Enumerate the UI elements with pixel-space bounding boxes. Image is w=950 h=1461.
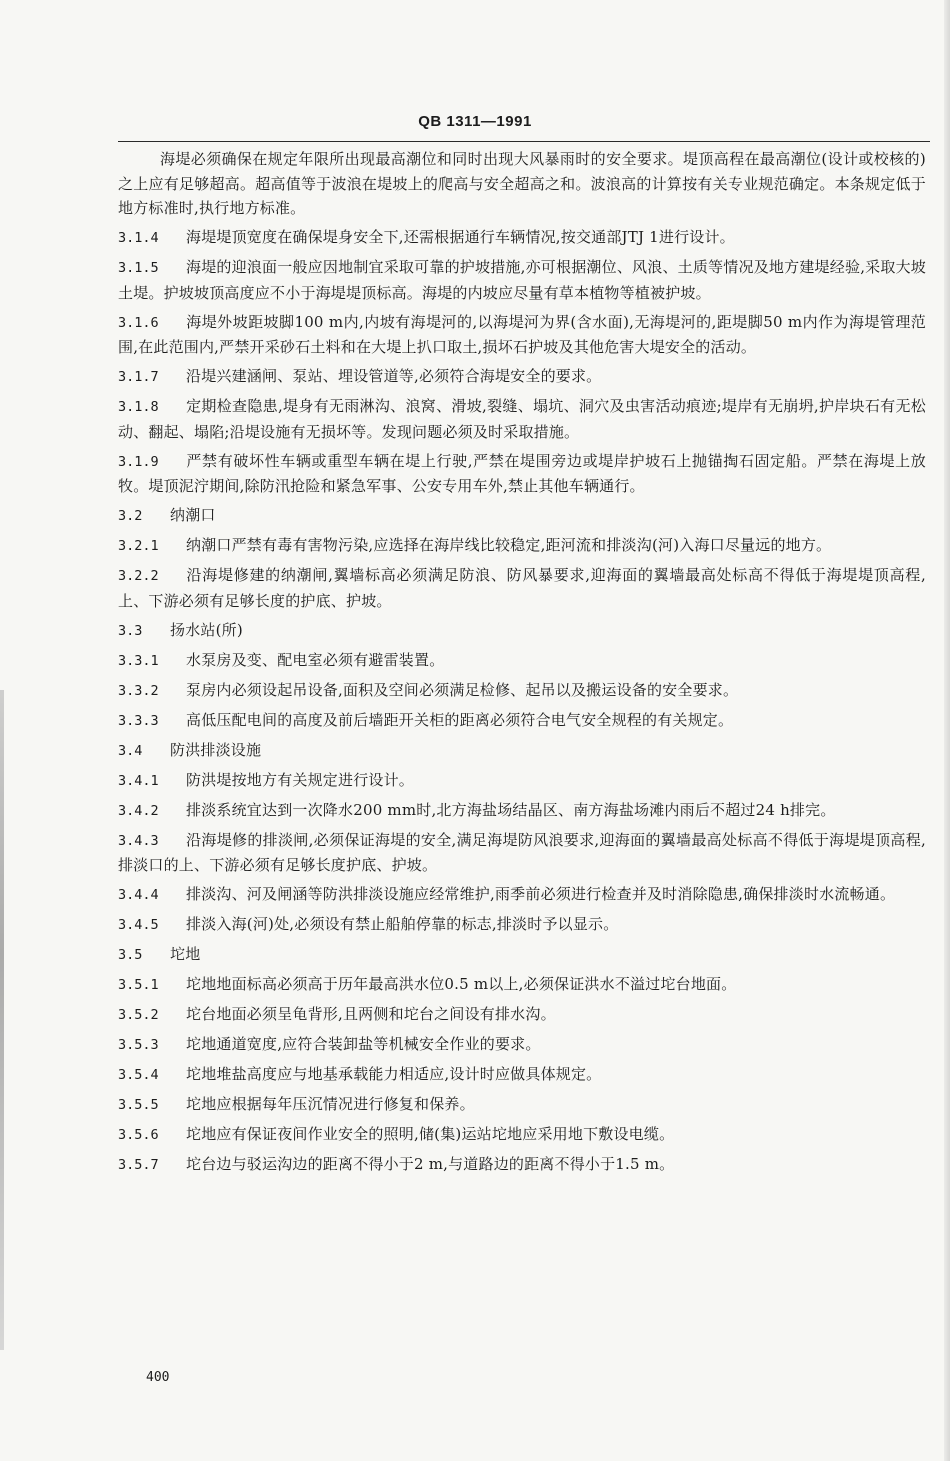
clause-text: 高低压配电间的高度及前后墙距开关柜的距离必须符合电气安全规程的有关规定。 (186, 710, 734, 729)
clause-text: 坨台边与驳运沟边的距离不得小于2 m,与道路边的距离不得小于1.5 m。 (186, 1155, 675, 1173)
clause-paragraph (118, 798, 926, 824)
clause-text: 定期检查隐患,堤身有无雨淋沟、浪窝、滑坡,裂缝、塌坑、洞穴及虫害活动痕迹;堤岸有无崩坍,护岸块石有无松动、翻起、塌陷;沿堤设施有无损坏等。发现问题必须及时采取措施。 (118, 397, 926, 441)
clause-number: 3.4.1 (118, 772, 159, 789)
clause-number: 3.5.7 (118, 1157, 159, 1173)
clause-text: 沿海堤修的排淡闸,必须保证海堤的安全,满足海堤防风浪要求,迎海面的翼墙最高处标高不得低于海堤堤顶高程,排淡口的上、下游必须有足够长度护底、护坡。 (118, 830, 926, 874)
clause-paragraph (118, 563, 926, 613)
clause-paragraph (118, 972, 926, 998)
clause-number: 3.1.9 (118, 453, 159, 470)
clause-text: 坨地 (170, 945, 201, 963)
clause-number: 3.3.3 (118, 712, 159, 729)
scan-binding-mark (0, 690, 4, 1350)
clause-number: 3.4.3 (118, 832, 159, 849)
clause-text: 排淡系统宜达到一次降水200 mm时,北方海盐场结晶区、南方海盐场滩内雨后不超过24 h排完。 (186, 800, 836, 819)
page-header: QB 1311—1991 (418, 113, 532, 130)
clause-paragraph (118, 364, 926, 390)
clause-number: 3.3.2 (118, 682, 159, 699)
clause-text: 坨地应有保证夜间作业安全的照明,储(集)运站坨地应采用地下敷设电缆。 (186, 1125, 675, 1143)
section-heading (118, 503, 926, 529)
clause-number: 3.5.2 (118, 1007, 159, 1023)
clause-paragraph (118, 648, 926, 674)
clause-number: 3.5.1 (118, 977, 159, 993)
clause-paragraph (118, 1092, 926, 1118)
clause-paragraph (118, 1122, 926, 1148)
page-number: 400 (146, 1370, 170, 1385)
clause-number: 3.4.2 (118, 802, 159, 819)
clause-paragraph (118, 912, 926, 938)
clause-text: 泵房内必须设起吊设备,面积及空间必须满足检修、起吊以及搬运设备的安全要求。 (186, 680, 739, 699)
clause-number: 3.4 (118, 742, 143, 759)
clause-number: 3.5 (118, 947, 143, 963)
clause-text: 严禁有破坏性车辆或重型车辆在堤上行驶,严禁在堤围旁边或堤岸护坡石上抛锚掏石固定船。严禁在海堤上放牧。堤顶泥泞期间,除防汛抢险和紧急军事、公安专用车外,禁止其他车辆通行。 (118, 451, 926, 495)
clause-text: 纳潮口 (170, 506, 216, 524)
clause-text: 扬水站(所) (170, 620, 243, 639)
clause-paragraph (118, 255, 926, 305)
document-body (118, 147, 926, 1182)
clause-paragraph (118, 708, 926, 734)
clause-paragraph (118, 768, 926, 794)
clause-text: 沿海堤修建的纳潮闸,翼墙标高必须满足防浪、防风暴要求,迎海面的翼墙最高处标高不得低于海堤堤顶高程,上、下游必须有足够长度的护底、护坡。 (118, 566, 926, 610)
clause-paragraph (118, 678, 926, 704)
clause-number: 3.1.8 (118, 399, 159, 415)
clause-number: 3.5.6 (118, 1127, 159, 1143)
clause-paragraph (118, 1002, 926, 1028)
clause-number: 3.5.3 (118, 1037, 159, 1053)
clause-text: 防洪堤按地方有关规定进行设计。 (186, 770, 415, 789)
clause-text: 坨地通道宽度,应符合装卸盐等机械安全作业的要求。 (186, 1035, 541, 1053)
clause-text: 海堤堤顶宽度在确保堤身安全下,还需根据通行车辆情况,按交通部JTJ 1进行设计。 (186, 228, 735, 246)
clause-text: 坨台地面必须呈龟背形,且两侧和坨台之间设有排水沟。 (186, 1005, 556, 1023)
clause-paragraph (118, 1062, 926, 1088)
clause-paragraph (118, 882, 926, 908)
clause-number: 3.5.5 (118, 1097, 159, 1113)
clause-paragraph (118, 394, 926, 444)
scan-edge (944, 0, 950, 1461)
clause-number: 3.1.4 (118, 230, 159, 246)
clause-paragraph (118, 828, 926, 878)
clause-number: 3.4.5 (118, 917, 159, 933)
clause-paragraph (118, 225, 926, 251)
clause-text: 坨地堆盐高度应与地基承载能力相适应,设计时应做具体规定。 (186, 1065, 602, 1083)
clause-number: 3.2 (118, 508, 143, 524)
clause-text: 纳潮口严禁有毒有害物污染,应选择在海岸线比较稳定,距河流和排淡沟(河)入海口尽量远的地方。 (186, 536, 832, 554)
clause-text: 排淡入海(河)处,必须设有禁止船舶停靠的标志,排淡时予以显示。 (186, 915, 619, 933)
clause-text: 沿堤兴建涵闸、泵站、埋设管道等,必须符合海堤安全的要求。 (186, 367, 602, 385)
clause-paragraph (118, 449, 926, 499)
clause-paragraph (118, 310, 926, 360)
clause-number: 3.5.4 (118, 1067, 159, 1083)
clause-text: 海堤的迎浪面一般应因地制宜采取可靠的护坡措施,亦可根据潮位、风浪、土质等情况及地方建堤经验,采取大坡土堤。护坡坡顶高度应不小于海堤堤顶标高。海堤的内坡应尽量有草本植物等植被护坡。 (118, 258, 926, 302)
clause-text: 防洪排淡设施 (170, 740, 262, 759)
clause-paragraph (118, 533, 926, 559)
clause-paragraph (118, 1152, 926, 1178)
clause-number: 3.4.4 (118, 887, 159, 903)
clause-text: 排淡沟、河及闸涵等防洪排淡设施应经常维护,雨季前必须进行检查并及时消除隐患,确保排淡时水流畅通。 (186, 885, 896, 903)
section-heading (118, 942, 926, 968)
clause-number: 3.1.7 (118, 369, 159, 385)
clause-number: 3.1.6 (118, 314, 159, 331)
clause-number: 3.3 (118, 622, 143, 639)
clause-text: 海堤必须确保在规定年限所出现最高潮位和同时出现大风暴雨时的安全要求。堤顶高程在最高潮位(设计或校核的)之上应有足够超高。超高值等于波浪在堤坡上的爬高与安全超高之和。波浪高的计算按有关专业规范确定。本条规定低于地方标准时,执行地方标准。 (118, 150, 926, 217)
section-heading (118, 618, 926, 644)
clause-number: 3.2.1 (118, 538, 159, 554)
clause-paragraph (118, 1032, 926, 1058)
clause-number: 3.1.5 (118, 260, 159, 276)
clause-text: 坨地应根据每年压沉情况进行修复和保养。 (186, 1095, 475, 1113)
clause-text: 水泵房及变、配电室必须有避雷装置。 (186, 650, 445, 669)
header-rule (118, 141, 930, 142)
clause-text: 海堤外坡距坡脚100 m内,内坡有海堤河的,以海堤河为界(含水面),无海堤河的,距堤脚50 m内作为海堤管理范围,在此范围内,严禁开采砂石土料和在大堤上扒口取土,损坏石护坡及其他危害大堤安全的活动。 (118, 312, 926, 356)
clause-text: 坨地地面标高必须高于历年最高洪水位0.5 m以上,必须保证洪水不溢过坨台地面。 (186, 975, 737, 993)
section-heading (118, 738, 926, 764)
clause-number: 3.2.2 (118, 568, 159, 584)
clause-paragraph (118, 147, 926, 221)
clause-number: 3.3.1 (118, 652, 159, 669)
